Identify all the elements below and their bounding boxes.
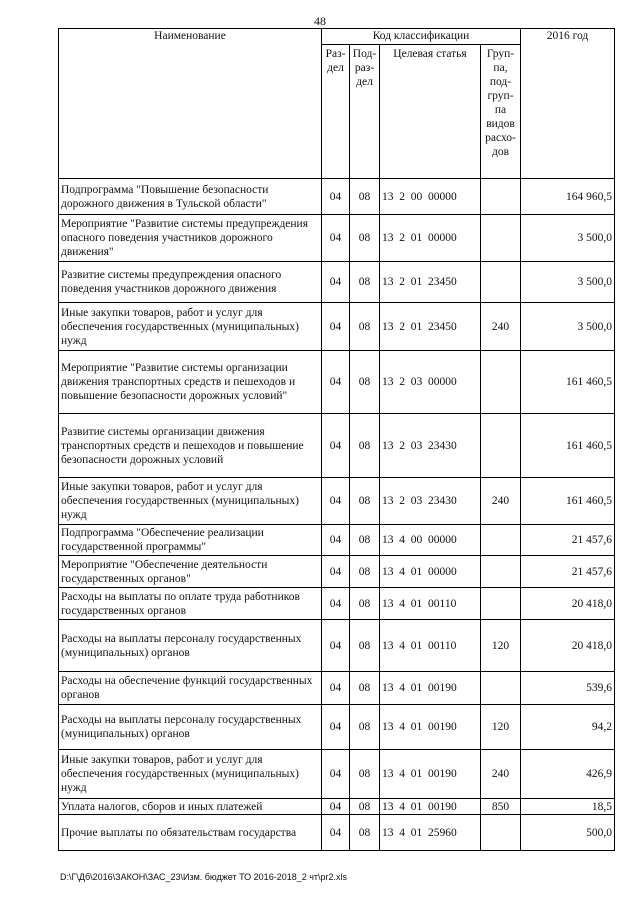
row-section: 04 xyxy=(322,799,350,815)
row-subsection: 08 xyxy=(350,351,380,414)
table-row xyxy=(59,478,615,525)
row-target-article: 13 4 00 00000 xyxy=(380,525,481,556)
row-subsection: 08 xyxy=(350,262,380,303)
row-target-article: 13 4 01 00190 xyxy=(380,750,481,799)
row-name: Прочие выплаты по обязательствам государства xyxy=(59,815,322,851)
table-row xyxy=(59,588,615,620)
row-name: Развитие системы организации движения транспортных средств и пешеходов и повышение безопасности дорожных условий xyxy=(59,414,322,478)
row-expense-group: 240 xyxy=(481,750,521,799)
row-subsection: 08 xyxy=(350,815,380,851)
header-target-article: Целевая статья xyxy=(380,45,481,179)
row-subsection: 08 xyxy=(350,556,380,588)
row-target-article: 13 2 03 23430 xyxy=(380,478,481,525)
row-name: Иные закупки товаров, работ и услуг для обеспечения государственных (муниципальных) нужд xyxy=(59,750,322,799)
table-row xyxy=(59,303,615,351)
row-expense-group xyxy=(481,414,521,478)
row-section: 04 xyxy=(322,672,350,705)
row-subsection: 08 xyxy=(350,215,380,262)
row-target-article: 13 4 01 00190 xyxy=(380,672,481,705)
row-section: 04 xyxy=(322,750,350,799)
row-expense-group xyxy=(481,672,521,705)
row-name: Подпрограмма "Обеспечение реализации государственной программы" xyxy=(59,525,322,556)
row-name: Мероприятие "Развитие системы предупреждения опасного поведения участников дорожного движения" xyxy=(59,215,322,262)
row-section: 04 xyxy=(322,414,350,478)
table-row xyxy=(59,750,615,799)
header-name: Наименование xyxy=(59,29,322,179)
page-number: 48 xyxy=(314,14,326,28)
row-subsection: 08 xyxy=(350,414,380,478)
table-row xyxy=(59,620,615,672)
row-amount: 161 460,5 xyxy=(521,414,615,478)
row-name: Расходы на обеспечение функций государственных органов xyxy=(59,672,322,705)
row-subsection: 08 xyxy=(350,620,380,672)
row-expense-group xyxy=(481,215,521,262)
row-expense-group xyxy=(481,351,521,414)
row-section: 04 xyxy=(322,303,350,351)
row-expense-group xyxy=(481,815,521,851)
table-row xyxy=(59,705,615,750)
row-expense-group xyxy=(481,179,521,215)
row-target-article: 13 2 01 00000 xyxy=(380,215,481,262)
row-amount: 164 960,5 xyxy=(521,179,615,215)
row-name: Расходы на выплаты персоналу государственных (муниципальных) органов xyxy=(59,620,322,672)
header-expense-group: Груп- па, под- груп- па видов расхо- дов xyxy=(481,45,521,179)
row-expense-group xyxy=(481,262,521,303)
row-name: Иные закупки товаров, работ и услуг для обеспечения государственных (муниципальных) нужд xyxy=(59,303,322,351)
table-row xyxy=(59,351,615,414)
row-subsection: 08 xyxy=(350,672,380,705)
row-section: 04 xyxy=(322,556,350,588)
row-target-article: 13 2 03 23430 xyxy=(380,414,481,478)
row-expense-group: 120 xyxy=(481,705,521,750)
row-name: Расходы на выплаты по оплате труда работников государственных органов xyxy=(59,588,322,620)
row-subsection: 08 xyxy=(350,705,380,750)
row-target-article: 13 2 03 00000 xyxy=(380,351,481,414)
row-amount: 3 500,0 xyxy=(521,262,615,303)
header-subsection: Под- раз- дел xyxy=(350,45,380,179)
header-row-top xyxy=(59,29,615,45)
row-subsection: 08 xyxy=(350,179,380,215)
row-section: 04 xyxy=(322,215,350,262)
row-target-article: 13 4 01 25960 xyxy=(380,815,481,851)
row-target-article: 13 2 01 23450 xyxy=(380,262,481,303)
row-section: 04 xyxy=(322,705,350,750)
table-row xyxy=(59,414,615,478)
row-target-article: 13 4 01 00110 xyxy=(380,620,481,672)
row-section: 04 xyxy=(322,588,350,620)
header-section: Раз- дел xyxy=(322,45,350,179)
row-name: Подпрограмма "Повышение безопасности дорожного движения в Тульской области" xyxy=(59,179,322,215)
row-target-article: 13 2 01 23450 xyxy=(380,303,481,351)
row-subsection: 08 xyxy=(350,303,380,351)
row-target-article: 13 2 00 00000 xyxy=(380,179,481,215)
row-expense-group: 850 xyxy=(481,799,521,815)
row-subsection: 08 xyxy=(350,588,380,620)
row-amount: 21 457,6 xyxy=(521,556,615,588)
row-section: 04 xyxy=(322,179,350,215)
table-row xyxy=(59,215,615,262)
row-section: 04 xyxy=(322,478,350,525)
row-amount: 20 418,0 xyxy=(521,620,615,672)
row-name: Расходы на выплаты персоналу государственных (муниципальных) органов xyxy=(59,705,322,750)
row-section: 04 xyxy=(322,262,350,303)
row-target-article: 13 4 01 00190 xyxy=(380,705,481,750)
row-subsection: 08 xyxy=(350,525,380,556)
row-section: 04 xyxy=(322,620,350,672)
row-expense-group: 240 xyxy=(481,478,521,525)
table-row xyxy=(59,672,615,705)
table-row xyxy=(59,262,615,303)
file-path-footer: D:\Г\Дб\2016\ЗАКОН\ЗАС_23\Изм. бюджет ТО 2016-2018_2 чт\pr2.xls xyxy=(60,872,348,882)
header-year: 2016 год xyxy=(521,29,615,179)
budget-table xyxy=(58,28,615,851)
row-subsection: 08 xyxy=(350,478,380,525)
table-row xyxy=(59,815,615,851)
row-amount: 18,5 xyxy=(521,799,615,815)
row-section: 04 xyxy=(322,525,350,556)
row-section: 04 xyxy=(322,351,350,414)
row-target-article: 13 4 01 00000 xyxy=(380,556,481,588)
row-target-article: 13 4 01 00110 xyxy=(380,588,481,620)
row-name: Мероприятие "Развитие системы организации движения транспортных средств и пешеходов и повышение безопасности дорожных условий" xyxy=(59,351,322,414)
row-expense-group xyxy=(481,588,521,620)
row-subsection: 08 xyxy=(350,750,380,799)
table-body xyxy=(59,179,615,851)
row-amount: 500,0 xyxy=(521,815,615,851)
row-name: Иные закупки товаров, работ и услуг для обеспечения государственных (муниципальных) нужд xyxy=(59,478,322,525)
row-section: 04 xyxy=(322,815,350,851)
row-amount: 20 418,0 xyxy=(521,588,615,620)
row-amount: 3 500,0 xyxy=(521,215,615,262)
table-row xyxy=(59,556,615,588)
row-amount: 3 500,0 xyxy=(521,303,615,351)
row-target-article: 13 4 01 00190 xyxy=(380,799,481,815)
row-amount: 21 457,6 xyxy=(521,525,615,556)
table-row xyxy=(59,525,615,556)
row-name: Развитие системы предупреждения опасного поведения участников дорожного движения xyxy=(59,262,322,303)
row-subsection: 08 xyxy=(350,799,380,815)
row-amount: 161 460,5 xyxy=(521,478,615,525)
row-name: Мероприятие "Обеспечение деятельности государственных органов" xyxy=(59,556,322,588)
row-expense-group xyxy=(481,525,521,556)
row-expense-group: 240 xyxy=(481,303,521,351)
header-classification-code: Код классификации xyxy=(322,29,521,45)
row-expense-group: 120 xyxy=(481,620,521,672)
row-expense-group xyxy=(481,556,521,588)
row-name: Уплата налогов, сборов и иных платежей xyxy=(59,799,322,815)
row-amount: 94,2 xyxy=(521,705,615,750)
table-row xyxy=(59,179,615,215)
row-amount: 161 460,5 xyxy=(521,351,615,414)
row-amount: 539,6 xyxy=(521,672,615,705)
row-amount: 426,9 xyxy=(521,750,615,799)
table-row xyxy=(59,799,615,815)
